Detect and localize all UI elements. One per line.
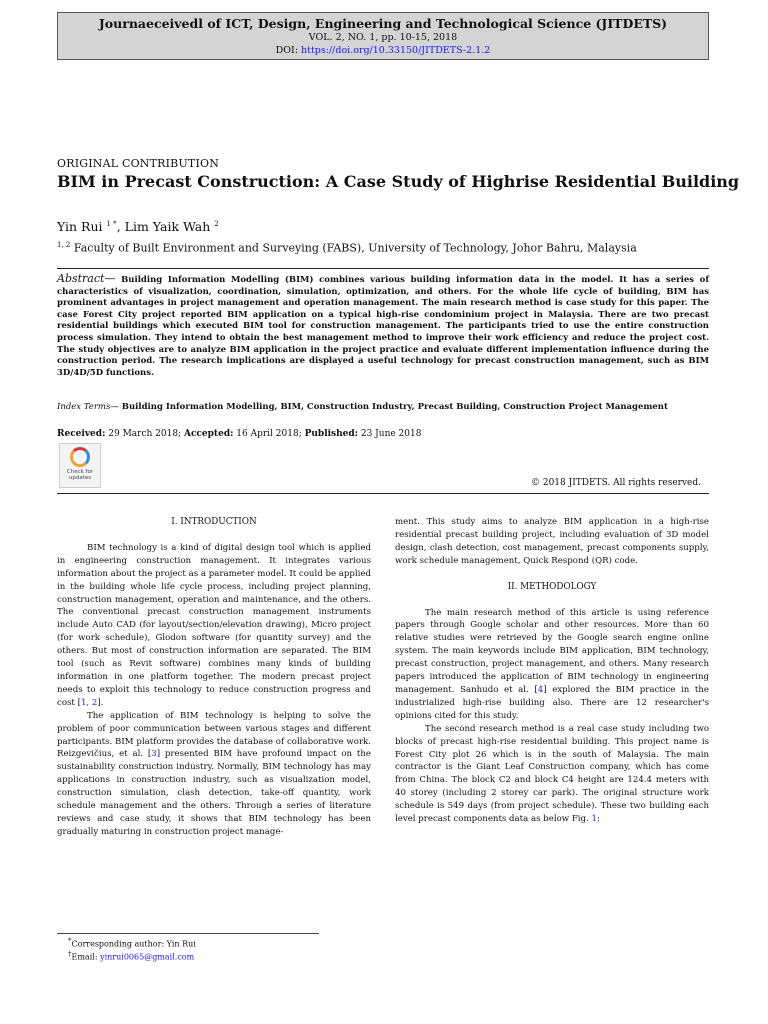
section-heading-methodology: II. METHODOLOGY — [507, 581, 597, 592]
footnote-email: †Email: yinrui0065@gmail.com — [68, 950, 195, 962]
author-1: Yin Rui — [57, 219, 107, 234]
paper-title: BIM in Precast Construction: A Case Study of Highrise Residential Building — [57, 172, 740, 191]
author-line: Yin Rui $^{1 *}$, Lim Yaik Wah $^2$ — [57, 219, 219, 234]
method-paragraph-1: The main research method of this article is using reference papers through Google scholar and other resources. More than 60 relative studies were retrieved by the Google search engine online system. The main keywords include BIM application, BIM technology, precast construction, project management, and others. Many research papers introduced the application of BIM technology in engineering management. Sanhudo et al. [4] explored the BIM practice in the industrialized high-rise building also. There are 12 researcher's opinions cited for this study. — [395, 607, 710, 721]
article-dates: Received: 29 March 2018; Accepted: 16 April 2018; Published: 23 June 2018 — [57, 429, 422, 439]
column-right — [395, 516, 709, 826]
section-heading-introduction: I. INTRODUCTION — [171, 517, 257, 527]
citation-link[interactable]: 3 — [151, 749, 157, 760]
affiliation: $^{1, 2}$ Faculty of Built Environment and Surveying (FABS), University of Technology, Johor Bahru, Malaysia — [57, 241, 637, 255]
copyright: © 2018 JITDETS. All rights reserved. — [530, 478, 701, 488]
doi-line: DOI: https://doi.org/10.33150/JITDETS-2.1.2 — [275, 45, 491, 56]
bottom-divider — [57, 493, 709, 494]
doi-link[interactable]: https://doi.org/10.33150/JITDETS-2.1.2 — [301, 45, 491, 56]
intro-paragraph-2: The application of BIM technology is helping to solve the problem of poor communication between various stages and different participants. BIM platform provides the database of collaborative work. Reizgevičius, et al. [3] presented BIM have profound impact on the sustainability construction industry. Normally, BIM technology has may applications in construction industry, such as visualization model, construction simulation, clash detection, take-off quantity, work schedule management and the others. Through a series of literature reviews and case study, it shows that BIM technology has been gradually maturing in construction project manage- — [57, 710, 371, 837]
intro-continuation: ment. This study aims to analyze BIM application in a high-rise residential precast building project, including evaluation of 3D model design, clash detection, cost management, precast components supply, work schedule management, Quick Respond (QR) code. — [395, 517, 709, 566]
journal-header — [57, 12, 709, 60]
journal-volume: VOL. 2, NO. 1, pp. 10-15, 2018 — [308, 32, 458, 43]
index-terms: Index Terms— Building Information Modelling, BIM, Construction Industry, Precast Building, Construction Project Management — [57, 402, 668, 412]
abstract-label: Abstract— — [57, 272, 116, 285]
abstract-text: Building Information Modelling (BIM) combines various building information data in the model. It has a series of characteristics of visualization, coordination, simulation, optimization, and others. For the whole life cycle of building, BIM has prominent advantages in project management and operation management. The main research method is case study for this paper. The case Forest City project reported BIM application on a typical high-rise condominium project in Malaysia. There are two precast residential buildings which executed BIM tool for construction management. The participants tried to use the entire construction process simulation. They intend to obtain the best management method to improve their work efficiency and reduce the project cost. The study objectives are to analyze BIM application in the project practice and evaluate different implementation influence during the construction period. The research implications are displayed a useful technology for precast construction management, such as BIM 3D/4D/5D functions. — [57, 275, 709, 378]
article-type: ORIGINAL CONTRIBUTION — [57, 157, 220, 170]
method-paragraph-2: The second research method is a real case study including two blocks of precast high-rise residential building. This project name is Forest City plot 26 which is in the south of Malaysia. The main contractor is the Giant Leaf Construction company, which has come from China. The block C2 and block C4 height are 124.4 meters with 40 storey (including 2 storey car park). The original structure work schedule is 549 days (from project schedule). These two building each level precast components data as below Fig. 1: — [395, 723, 709, 825]
figure-link[interactable]: 1 — [591, 814, 597, 825]
email-link[interactable]: yinrui0065@gmail.com — [100, 952, 195, 962]
author-2: Lim Yaik Wah — [124, 219, 215, 234]
citation-link[interactable]: 4 — [537, 684, 544, 695]
check-for-updates-badge[interactable]: Check for updates — [59, 443, 101, 488]
footnote-corresponding: *Corresponding author: Yin Rui — [68, 937, 196, 949]
column-left — [57, 516, 371, 839]
check-updates-icon — [70, 447, 90, 467]
top-divider — [57, 268, 709, 269]
footnote-divider — [57, 933, 319, 934]
journal-name: Journaeceivedl of ICT, Design, Engineering and Technological Science (JITDETS) — [98, 16, 668, 31]
citation-link[interactable]: 1, 2 — [80, 697, 98, 708]
abstract — [57, 273, 709, 379]
intro-paragraph-1: BIM technology is a kind of digital design tool which is applied in engineering construction management. It integrates various information about the project as a parameter model. It could be applied in the building whole life cycle process, including project planning, construction management, operation and maintenance, and the others. The conventional precast construction management instruments include Auto CAD (for layout/section/elevation drawing), Micro project (for work schedule), Glodon software (for quantity survey) and the others. But most of construction information are separated. The BIM tool (such as Revit software) combines many kinds of building information in one platform together. The modern precast project needs to exploit this technology to reduce construction progress and cost [1, 2]. — [57, 542, 371, 708]
